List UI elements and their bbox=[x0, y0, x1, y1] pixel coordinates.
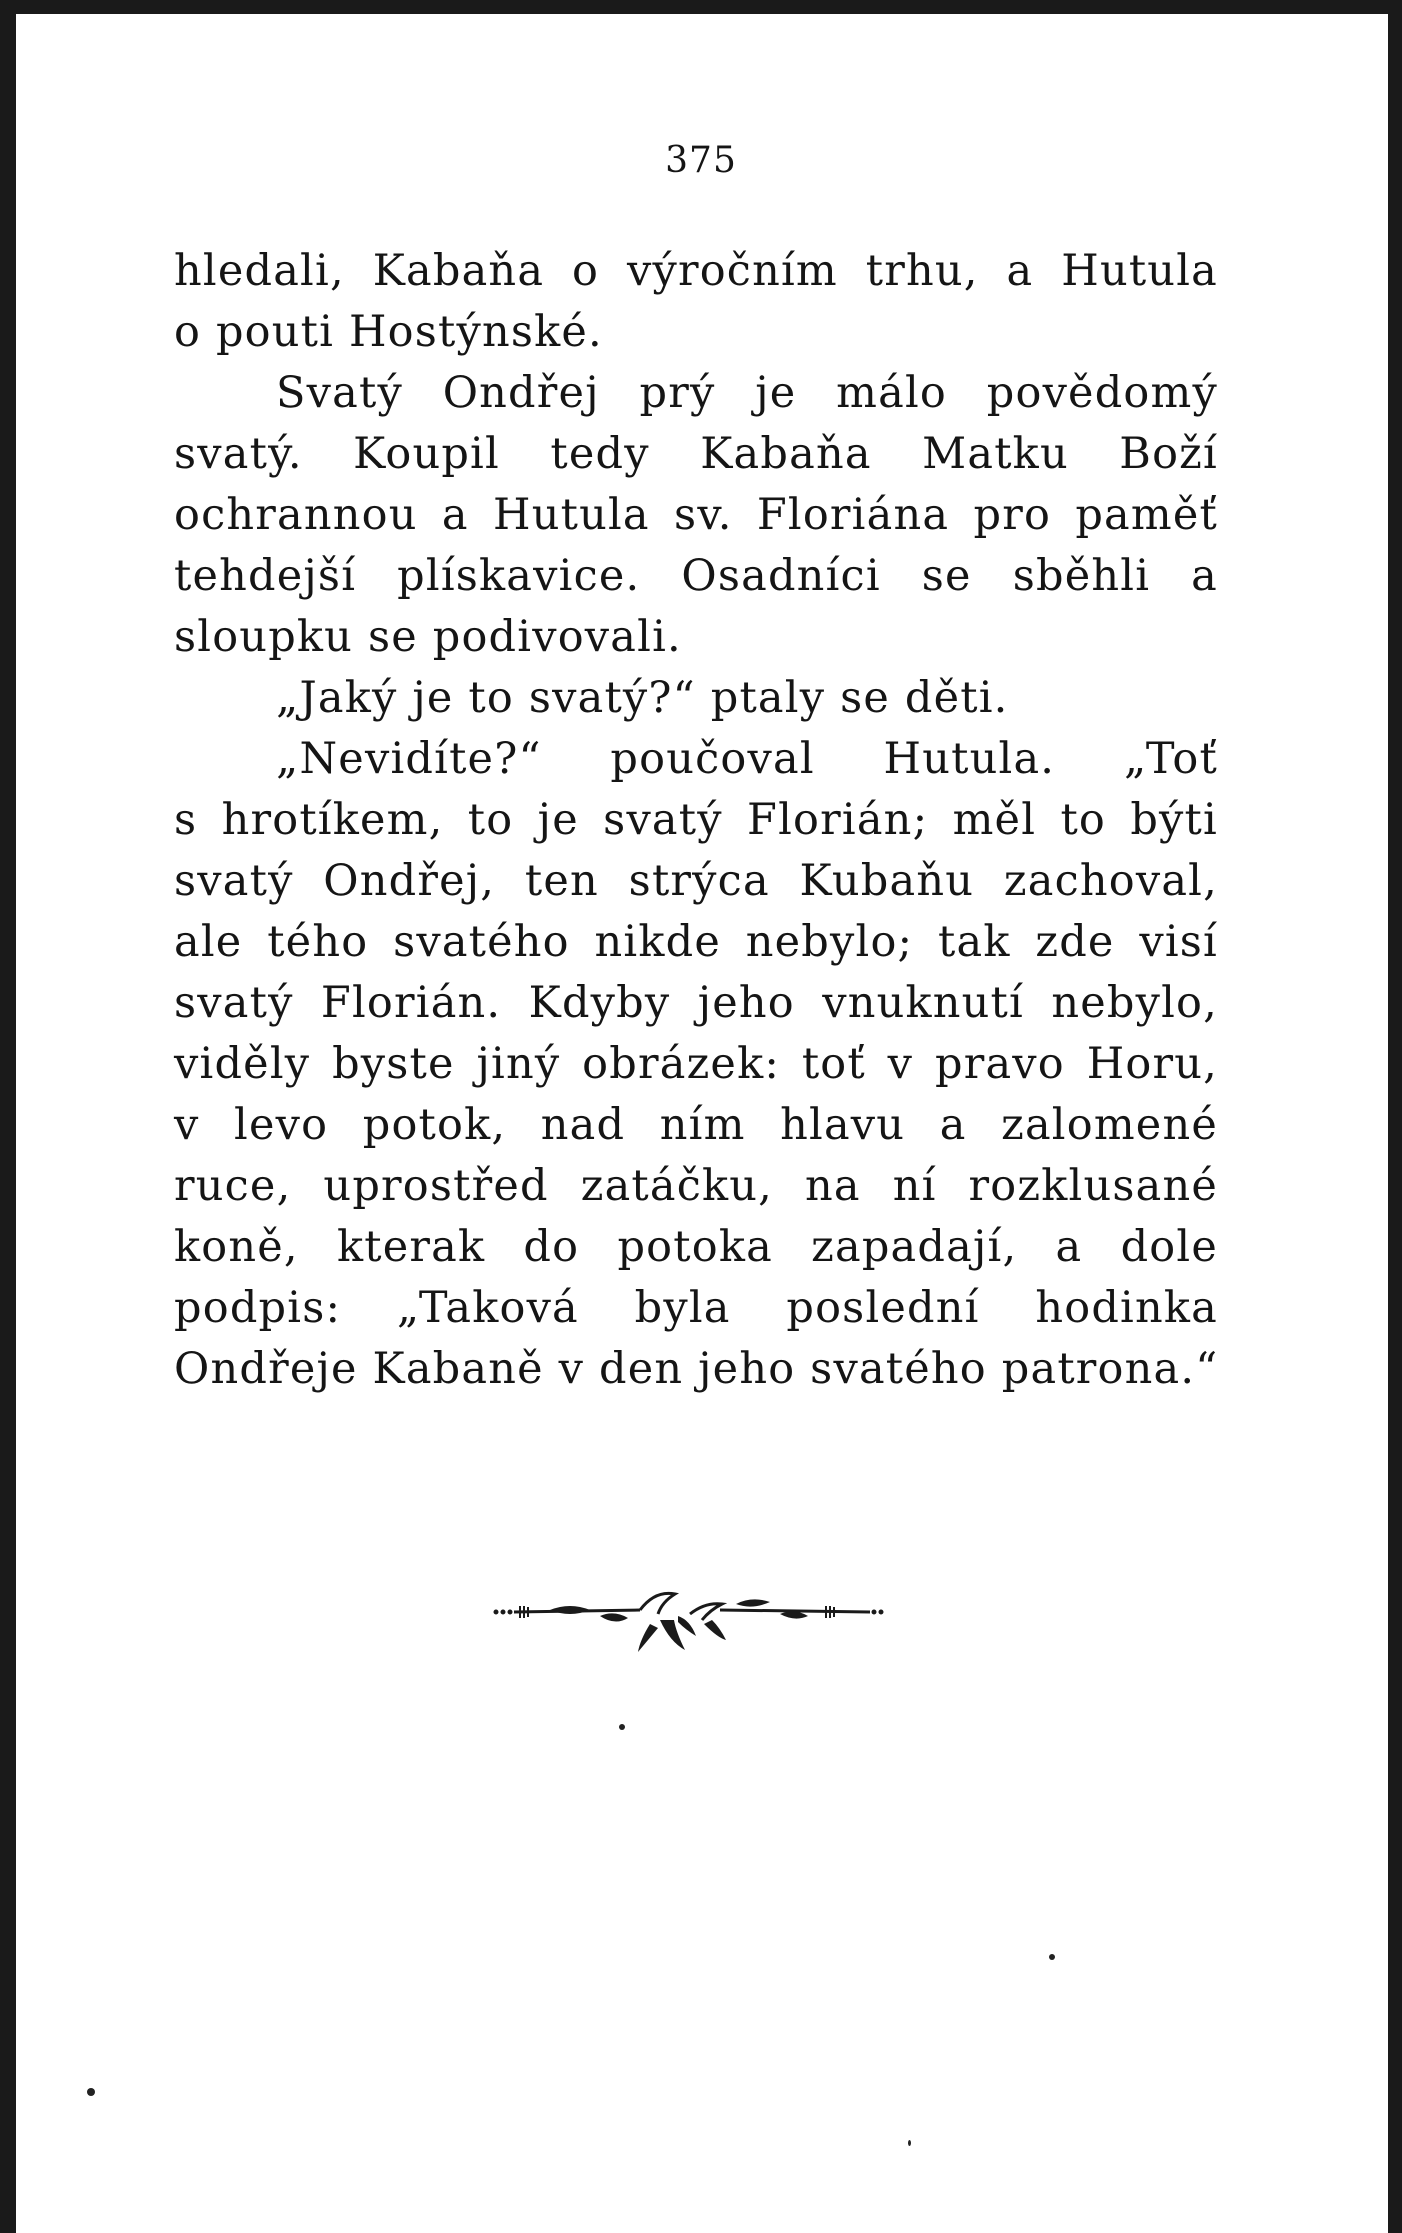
text-line: hledali, Kabaňa o výročním trhu, a Hutula bbox=[174, 246, 1218, 296]
scan-border-left bbox=[0, 0, 16, 2233]
text-line: Ondřeje Kabaně v den jeho svatého patrona.“ bbox=[174, 1344, 1219, 1394]
floral-vignette-icon bbox=[490, 1580, 890, 1660]
text-line: v levo potok, nad ním hlavu a zalomené bbox=[174, 1100, 1218, 1150]
text-line: svatý Florián. Kdyby jeho vnuknutí nebylo, bbox=[174, 978, 1218, 1028]
text-line: tehdejší plískavice. Osadníci se sběhli a bbox=[174, 551, 1218, 601]
text-line: o pouti Hostýnské. bbox=[174, 307, 603, 357]
scan-speck bbox=[1049, 1954, 1055, 1960]
text-line: podpis: „Taková byla poslední hodinka bbox=[174, 1283, 1218, 1333]
text-line: koně, kterak do potoka zapadají, a dole bbox=[174, 1222, 1218, 1272]
text-line: „Jaký je to svatý?“ ptaly se děti. bbox=[276, 673, 1009, 723]
text-line: viděly byste jiný obrázek: toť v pravo Horu, bbox=[174, 1039, 1218, 1089]
text-line: ale tého svatého nikde nebylo; tak zde visí bbox=[174, 917, 1218, 967]
text-line: ochrannou a Hutula sv. Floriána pro paměť bbox=[174, 490, 1218, 540]
scan-border-right bbox=[1388, 0, 1402, 2233]
text-line: Svatý Ondřej prý je málo povědomý bbox=[276, 368, 1218, 418]
scan-speck bbox=[87, 2088, 95, 2096]
text-line: ruce, uprostřed zatáčku, na ní rozklusané bbox=[174, 1161, 1218, 1211]
text-line: svatý. Koupil tedy Kabaňa Matku Boží bbox=[174, 429, 1218, 479]
page-number: 375 bbox=[665, 140, 737, 181]
text-line: svatý Ondřej, ten strýca Kubaňu zachoval, bbox=[174, 856, 1218, 906]
text-line: s hrotíkem, to je svatý Florián; měl to býti bbox=[174, 795, 1218, 845]
scan-border-top bbox=[0, 0, 1402, 14]
body-text bbox=[174, 241, 1218, 1400]
scan-speck bbox=[619, 1724, 625, 1730]
text-line: sloupku se podivovali. bbox=[174, 612, 682, 662]
scan-speck bbox=[908, 2140, 911, 2146]
text-line: „Nevidíte?“ poučoval Hutula. „Toť bbox=[276, 734, 1218, 784]
